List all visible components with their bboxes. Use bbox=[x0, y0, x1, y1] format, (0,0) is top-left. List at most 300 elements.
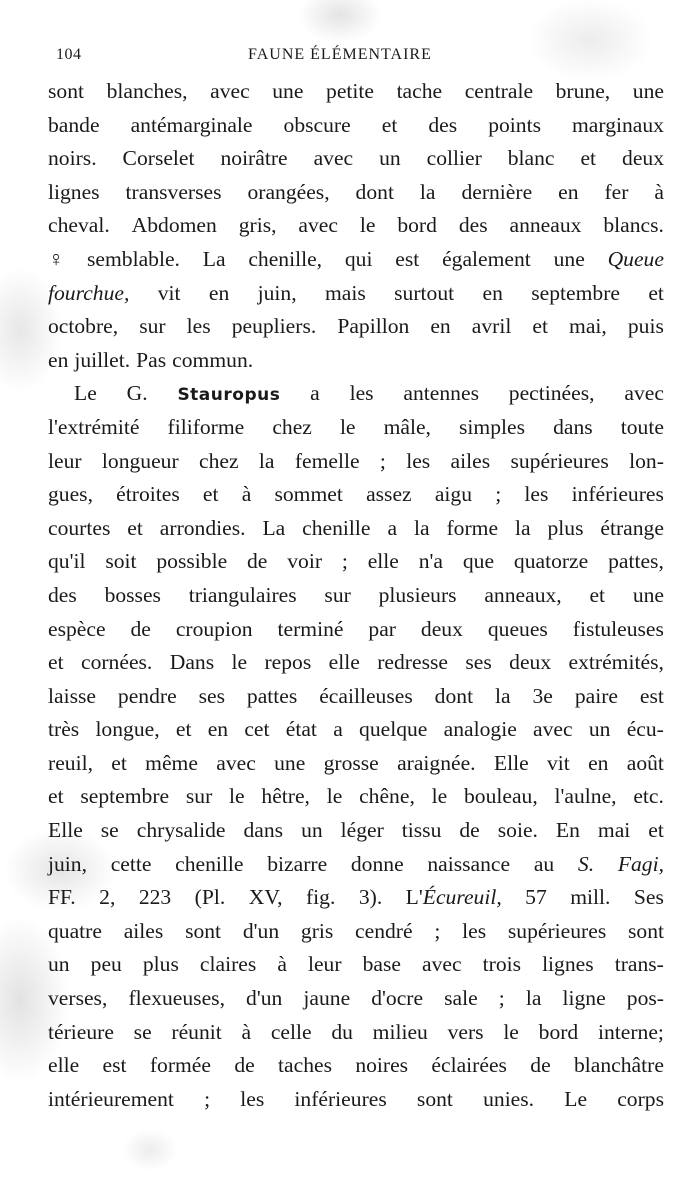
word bbox=[554, 243, 585, 277]
word bbox=[648, 277, 664, 311]
word bbox=[600, 512, 664, 546]
text-line bbox=[48, 310, 664, 344]
word bbox=[359, 713, 427, 747]
word-text: bord bbox=[538, 1019, 579, 1044]
word bbox=[229, 780, 245, 814]
word-text: par bbox=[368, 616, 396, 641]
word bbox=[508, 915, 606, 949]
text-line bbox=[48, 713, 664, 747]
word bbox=[570, 881, 610, 915]
text-line bbox=[48, 109, 664, 143]
word-text: Elle bbox=[493, 750, 529, 775]
word-text: est bbox=[102, 1053, 127, 1078]
word-text: octobre, bbox=[48, 314, 119, 339]
word-text: le bbox=[231, 650, 248, 675]
word-text: blanchâtre bbox=[573, 1053, 664, 1078]
word-text: pendre bbox=[117, 683, 177, 708]
word-text: septembre bbox=[531, 280, 620, 305]
word-text: Dans bbox=[169, 650, 215, 675]
word bbox=[384, 411, 431, 445]
word-text: même bbox=[145, 750, 198, 775]
word bbox=[249, 881, 283, 915]
word bbox=[495, 680, 511, 714]
word-text: trans- bbox=[614, 952, 664, 977]
word-text: L' bbox=[405, 885, 423, 910]
word bbox=[495, 478, 501, 512]
word-text: à bbox=[277, 952, 287, 977]
word-text: verses, bbox=[48, 986, 108, 1011]
word-text: en bbox=[482, 280, 503, 305]
word bbox=[247, 680, 297, 714]
word-text: possible bbox=[156, 549, 228, 574]
word-text: donne bbox=[350, 851, 404, 876]
word-text: térieure bbox=[48, 1019, 114, 1044]
word bbox=[494, 747, 529, 781]
word bbox=[124, 915, 164, 949]
word bbox=[127, 512, 143, 546]
word-text: deux bbox=[420, 616, 463, 641]
word bbox=[603, 209, 664, 243]
word bbox=[48, 579, 77, 613]
word-text: gris, bbox=[238, 213, 277, 238]
word-text: lignes bbox=[542, 952, 594, 977]
word bbox=[563, 982, 606, 1016]
word bbox=[242, 1016, 252, 1050]
word bbox=[284, 109, 351, 143]
word bbox=[261, 780, 310, 814]
word bbox=[105, 545, 136, 579]
word bbox=[465, 646, 491, 680]
word-text: tache bbox=[396, 79, 443, 103]
word-text: est bbox=[395, 246, 420, 271]
word-text: FF. bbox=[48, 885, 76, 910]
text-line bbox=[48, 209, 664, 243]
word bbox=[242, 478, 252, 512]
word bbox=[574, 1049, 664, 1083]
word-text: a bbox=[333, 717, 343, 742]
word bbox=[203, 243, 226, 277]
word-text: quelque bbox=[359, 717, 428, 742]
word bbox=[572, 478, 664, 512]
word bbox=[87, 243, 180, 277]
word-text: simples bbox=[459, 414, 526, 439]
word-text: triangulaires bbox=[188, 582, 297, 607]
word-text: araignée. bbox=[397, 750, 476, 775]
word-text: bosses bbox=[104, 582, 161, 607]
word bbox=[402, 814, 442, 848]
word-text: et bbox=[589, 582, 606, 607]
word bbox=[380, 445, 386, 479]
word bbox=[622, 142, 664, 176]
word-text: collier bbox=[426, 146, 482, 171]
word-text: claires bbox=[199, 952, 257, 977]
word-text: cheval. bbox=[48, 213, 110, 238]
word bbox=[232, 646, 248, 680]
word-text: reuil, bbox=[48, 750, 93, 775]
word-text: et bbox=[48, 784, 64, 809]
word-text: pattes bbox=[246, 683, 298, 708]
word bbox=[48, 982, 107, 1016]
word bbox=[210, 75, 250, 109]
text-line bbox=[48, 848, 664, 882]
word-text: ses bbox=[198, 683, 225, 708]
word-text: avril bbox=[471, 314, 512, 339]
word bbox=[509, 377, 595, 411]
word-text: en bbox=[558, 179, 579, 204]
word bbox=[403, 377, 479, 411]
word-text: plus bbox=[142, 952, 179, 977]
word bbox=[136, 344, 166, 378]
word bbox=[234, 1049, 254, 1083]
word-text: 3e bbox=[532, 683, 553, 708]
word-text: La bbox=[262, 515, 286, 540]
page-header bbox=[0, 44, 698, 70]
word bbox=[303, 982, 350, 1016]
word-text: trois bbox=[482, 952, 522, 977]
word-text: pectinées, bbox=[508, 381, 595, 406]
word bbox=[608, 243, 664, 277]
word-text: laisse bbox=[48, 683, 96, 708]
word-text: avec bbox=[298, 213, 338, 238]
word bbox=[48, 915, 102, 949]
word-text: des bbox=[428, 112, 458, 137]
word bbox=[131, 109, 253, 143]
word bbox=[186, 780, 212, 814]
word bbox=[598, 814, 630, 848]
word-text: le bbox=[326, 784, 343, 809]
word-text: août bbox=[626, 750, 664, 775]
italic-text: fourchue, bbox=[48, 280, 130, 305]
word bbox=[627, 713, 664, 747]
word-text: avec bbox=[210, 79, 250, 103]
word-text: deux bbox=[509, 650, 552, 675]
word bbox=[532, 310, 548, 344]
word-text: le bbox=[339, 414, 356, 439]
word-text: et bbox=[127, 515, 143, 540]
word bbox=[294, 1083, 386, 1117]
word-text: le bbox=[229, 784, 245, 809]
word bbox=[74, 377, 97, 411]
word-text: de bbox=[234, 1053, 255, 1078]
word-text: chez bbox=[199, 448, 239, 473]
word bbox=[547, 747, 570, 781]
text-line bbox=[48, 982, 664, 1016]
text-line bbox=[48, 915, 664, 949]
word bbox=[397, 209, 437, 243]
word bbox=[588, 747, 608, 781]
word-text: la bbox=[419, 179, 436, 204]
word bbox=[435, 680, 473, 714]
word-text: cornées. bbox=[80, 650, 153, 675]
word-text: bizarre bbox=[267, 851, 328, 876]
word-text: de bbox=[459, 818, 480, 843]
word bbox=[397, 75, 443, 109]
text-line bbox=[48, 243, 664, 277]
text-line bbox=[48, 948, 664, 982]
word bbox=[48, 142, 97, 176]
word bbox=[382, 109, 398, 143]
word bbox=[422, 948, 462, 982]
word-text: inférieures bbox=[571, 482, 664, 507]
word-text: corps bbox=[617, 1086, 664, 1111]
word-text: 3). bbox=[358, 885, 383, 910]
word-text: blanc bbox=[507, 146, 555, 171]
word bbox=[430, 310, 450, 344]
word bbox=[171, 1016, 221, 1050]
word-text: elle bbox=[367, 549, 399, 574]
word bbox=[627, 747, 664, 781]
word-text: qui bbox=[344, 246, 373, 271]
word-text: queues bbox=[487, 616, 548, 641]
word-text: milieu bbox=[372, 1019, 428, 1044]
word bbox=[48, 814, 83, 848]
word-text: gris bbox=[300, 918, 334, 943]
word bbox=[406, 445, 430, 479]
word-text: aigu bbox=[434, 482, 472, 507]
italic-text: Fagi, bbox=[617, 851, 664, 876]
word bbox=[628, 915, 664, 949]
word-text: points bbox=[488, 112, 541, 137]
word bbox=[199, 445, 239, 479]
word-text: ailes bbox=[123, 918, 164, 943]
text-line bbox=[48, 142, 664, 176]
word bbox=[278, 1049, 332, 1083]
word-text: Elle bbox=[48, 818, 83, 843]
word-text: en bbox=[48, 347, 69, 372]
word-text: antennes bbox=[403, 381, 479, 406]
word-text: supérieures bbox=[510, 448, 609, 473]
word-text: lignes bbox=[48, 179, 100, 204]
word bbox=[48, 948, 70, 982]
word bbox=[459, 209, 488, 243]
word-text: noirs. bbox=[48, 146, 97, 171]
word bbox=[373, 1016, 428, 1050]
word-text: le bbox=[431, 784, 448, 809]
word-text: formée bbox=[149, 1053, 211, 1078]
word bbox=[654, 176, 664, 210]
word-text: femelle bbox=[294, 448, 360, 473]
word bbox=[331, 1016, 353, 1050]
word bbox=[175, 848, 243, 882]
word bbox=[264, 646, 311, 680]
text-line bbox=[48, 814, 664, 848]
word bbox=[176, 713, 192, 747]
word-text: ♀ bbox=[48, 246, 65, 271]
word bbox=[105, 579, 161, 613]
word bbox=[395, 243, 419, 277]
word bbox=[126, 176, 222, 210]
word bbox=[533, 713, 573, 747]
word bbox=[633, 780, 664, 814]
word-text: se bbox=[100, 818, 119, 843]
word-text: terminé bbox=[277, 616, 344, 641]
word bbox=[604, 176, 628, 210]
word-text: vers bbox=[447, 1019, 484, 1044]
word bbox=[617, 1083, 664, 1117]
word bbox=[432, 780, 448, 814]
word bbox=[488, 109, 541, 143]
word bbox=[301, 814, 323, 848]
word bbox=[397, 747, 476, 781]
word bbox=[48, 277, 129, 311]
word bbox=[533, 680, 553, 714]
text-line bbox=[48, 75, 664, 109]
word-text: paire bbox=[574, 683, 618, 708]
word-text: septembre bbox=[80, 784, 170, 809]
word-text: à bbox=[654, 179, 664, 204]
word-text: une bbox=[632, 582, 664, 607]
word bbox=[187, 310, 211, 344]
word-text: de bbox=[530, 1053, 551, 1078]
word bbox=[91, 948, 122, 982]
word-text: vit bbox=[546, 750, 570, 775]
word bbox=[337, 310, 409, 344]
word bbox=[556, 814, 580, 848]
word bbox=[462, 915, 486, 949]
word bbox=[248, 243, 322, 277]
word bbox=[48, 310, 118, 344]
word bbox=[444, 713, 517, 747]
word-text: en bbox=[430, 314, 451, 339]
word bbox=[483, 1083, 534, 1117]
word-text: avec bbox=[422, 952, 462, 977]
word bbox=[555, 780, 617, 814]
word-text: anneaux bbox=[509, 213, 582, 238]
word-text: Le bbox=[564, 1086, 588, 1111]
text-line bbox=[48, 680, 664, 714]
word-text: soie. bbox=[497, 818, 538, 843]
word-text: juillet. bbox=[74, 347, 131, 372]
word-text: En bbox=[555, 818, 580, 843]
word-text: filiforme bbox=[167, 414, 245, 439]
word bbox=[48, 445, 82, 479]
word bbox=[137, 814, 226, 848]
word-text: dont bbox=[434, 683, 474, 708]
word-text: naissance bbox=[427, 851, 511, 876]
word-text: semblable. bbox=[87, 246, 180, 271]
word-text: et bbox=[381, 112, 398, 137]
word bbox=[220, 142, 287, 176]
word bbox=[189, 579, 297, 613]
word bbox=[621, 411, 664, 445]
word-text: espèce bbox=[48, 616, 106, 641]
word-text: 223 bbox=[138, 885, 172, 910]
word bbox=[258, 277, 297, 311]
word bbox=[618, 848, 664, 882]
word bbox=[569, 310, 607, 344]
word-text: taches bbox=[278, 1053, 332, 1078]
word bbox=[209, 277, 229, 311]
word-text: arrondies. bbox=[159, 515, 246, 540]
text-line bbox=[48, 277, 664, 311]
word-text: avec bbox=[216, 750, 256, 775]
word bbox=[177, 377, 280, 411]
body-text bbox=[48, 75, 664, 1116]
word-text: commun. bbox=[172, 347, 254, 372]
word-text: intérieurement bbox=[48, 1086, 174, 1111]
word bbox=[448, 1016, 484, 1050]
word bbox=[329, 646, 360, 680]
word-text: un bbox=[379, 146, 401, 171]
word bbox=[633, 75, 664, 109]
word-text: sont bbox=[416, 1086, 453, 1111]
word-text: chez bbox=[272, 414, 312, 439]
word-text: sont bbox=[48, 79, 84, 103]
word-text: deux bbox=[622, 146, 664, 171]
word bbox=[434, 915, 440, 949]
word-text: et bbox=[175, 717, 192, 742]
word bbox=[482, 277, 502, 311]
word bbox=[360, 209, 376, 243]
word-text: les bbox=[406, 448, 431, 473]
word-text: obscure bbox=[283, 112, 351, 137]
word bbox=[48, 747, 93, 781]
word bbox=[295, 445, 360, 479]
word-text: cette bbox=[110, 851, 152, 876]
word bbox=[368, 545, 399, 579]
word-text: les bbox=[186, 314, 211, 339]
word bbox=[508, 142, 555, 176]
word-text: hêtre, bbox=[261, 784, 310, 809]
word bbox=[640, 680, 664, 714]
word-text: écu- bbox=[626, 717, 664, 742]
word bbox=[102, 445, 179, 479]
word bbox=[524, 478, 548, 512]
word bbox=[359, 780, 415, 814]
word-text: etc. bbox=[633, 784, 664, 809]
word bbox=[553, 411, 593, 445]
word bbox=[421, 613, 463, 647]
word-text: chenille, bbox=[248, 246, 323, 271]
word bbox=[355, 915, 413, 949]
word bbox=[116, 478, 180, 512]
word-text: dans bbox=[243, 818, 284, 843]
word-text: (Pl. bbox=[194, 885, 226, 910]
word-text: bande bbox=[48, 112, 100, 137]
word-text: forme bbox=[446, 515, 499, 540]
word bbox=[203, 478, 219, 512]
word-text: sont bbox=[185, 918, 222, 943]
word-text: Abdomen bbox=[131, 213, 217, 238]
word-text: a bbox=[387, 515, 398, 540]
word-text: plusieurs bbox=[378, 582, 457, 607]
word-text: de bbox=[247, 549, 268, 574]
word-text: courtes bbox=[48, 515, 111, 540]
word bbox=[306, 881, 335, 915]
word bbox=[111, 848, 152, 882]
word bbox=[366, 478, 412, 512]
word bbox=[472, 310, 512, 344]
word-text: un bbox=[48, 952, 70, 977]
word bbox=[139, 881, 171, 915]
word bbox=[145, 747, 198, 781]
word bbox=[427, 142, 482, 176]
word-text: étrange bbox=[600, 515, 664, 540]
word bbox=[627, 982, 664, 1016]
word bbox=[589, 713, 611, 747]
word-text: extrémités, bbox=[568, 650, 664, 675]
word-text: des bbox=[48, 582, 77, 607]
word bbox=[484, 579, 561, 613]
word-text: sur bbox=[139, 314, 166, 339]
word-text: gues, bbox=[48, 482, 93, 507]
word-text: brune, bbox=[555, 79, 611, 103]
word-text: en bbox=[207, 717, 229, 742]
word-text: d'ocre bbox=[371, 986, 424, 1011]
word-text: avec bbox=[313, 146, 354, 171]
word-text: mâle, bbox=[383, 414, 431, 439]
word bbox=[199, 680, 225, 714]
